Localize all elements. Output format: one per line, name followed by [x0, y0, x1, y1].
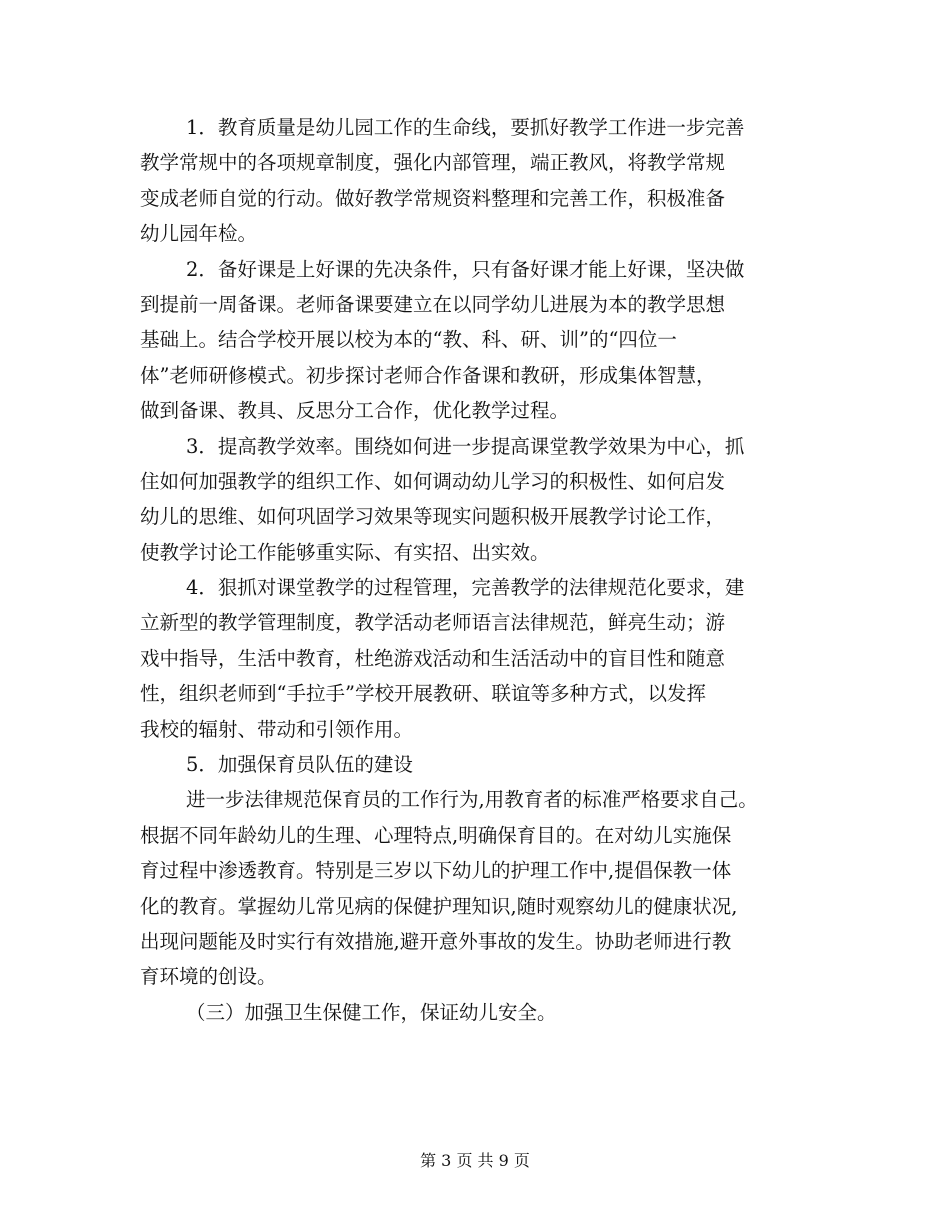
text-line: 4．狠抓对课堂教学的过程管理，完善教学的法律规范化要求，建	[186, 576, 745, 600]
text-line: 进一步法律规范保育员的工作行为,用教育者的标准严格要求自己。	[186, 788, 758, 812]
text-line: 2．备好课是上好课的先决条件，只有备好课才能上好课，坚决做	[186, 257, 745, 281]
text-line: 立新型的教学管理制度，教学活动老师语言法律规范，鲜亮生动；游	[140, 611, 726, 635]
text-line: 基础上。结合学校开展以校为本的“教、科、研、训”的“四位一	[140, 328, 677, 352]
text-line: 3．提高教学效率。围绕如何进一步提高课堂教学效果为中心，抓	[186, 434, 745, 458]
text-line: 做到备课、教具、反思分工合作，优化教学过程。	[140, 399, 570, 423]
text-line: 化的教育。掌握幼儿常见病的保健护理知识,随时观察幼儿的健康状况,	[140, 894, 738, 918]
text-line: 1．教育质量是幼儿园工作的生命线，要抓好教学工作进一步完善	[186, 116, 745, 139]
text-line: 出现问题能及时实行有效措施,避开意外事故的发生。协助老师进行教	[140, 929, 732, 953]
text-line: 育环境的创设。	[140, 965, 277, 989]
text-line: 幼儿的思维、如何巩固学习效果等现实问题积极开展教学讨论工作，	[140, 505, 726, 529]
text-line: 住如何加强教学的组织工作、如何调动幼儿学习的积极性、如何启发	[140, 469, 726, 493]
text-line: 5．加强保育员队伍的建设	[186, 753, 413, 777]
page-number-label: 第 3 页 共 9 页	[420, 1151, 530, 1170]
text-line: 使教学讨论工作能够重实际、有实招、出实效。	[140, 540, 550, 564]
text-line: 育过程中渗透教育。特别是三岁以下幼儿的护理工作中,提倡保教一体	[140, 859, 732, 883]
document-body	[140, 110, 820, 1030]
page-footer	[0, 1150, 950, 1172]
text-line: 体”老师研修模式。初步探讨老师合作备课和教研，形成集体智慧，	[140, 363, 716, 387]
text-line: 性，组织老师到“手拉手”学校开展教研、联谊等多种方式，以发挥	[140, 682, 706, 706]
text-line: 我校的辐射、带动和引领作用。	[140, 717, 414, 741]
text-line: 教学常规中的各项规章制度，强化内部管理，端正教风，将教学常规	[140, 151, 726, 175]
text-line: 戏中指导，生活中教育，杜绝游戏活动和生活活动中的盲目性和随意	[140, 646, 726, 670]
text-line: 根据不同年龄幼儿的生理、心理特点,明确保育目的。在对幼儿实施保	[140, 823, 732, 847]
text-line: 幼儿园年检。	[140, 222, 258, 246]
text-line: 变成老师自觉的行动。做好教学常规资料整理和完善工作，积极准备	[140, 186, 726, 210]
text-line: （三）加强卫生保健工作，保证幼儿安全。	[186, 1000, 557, 1024]
text-line: 到提前一周备课。老师备课要建立在以同学幼儿进展为本的教学思想	[140, 292, 726, 316]
